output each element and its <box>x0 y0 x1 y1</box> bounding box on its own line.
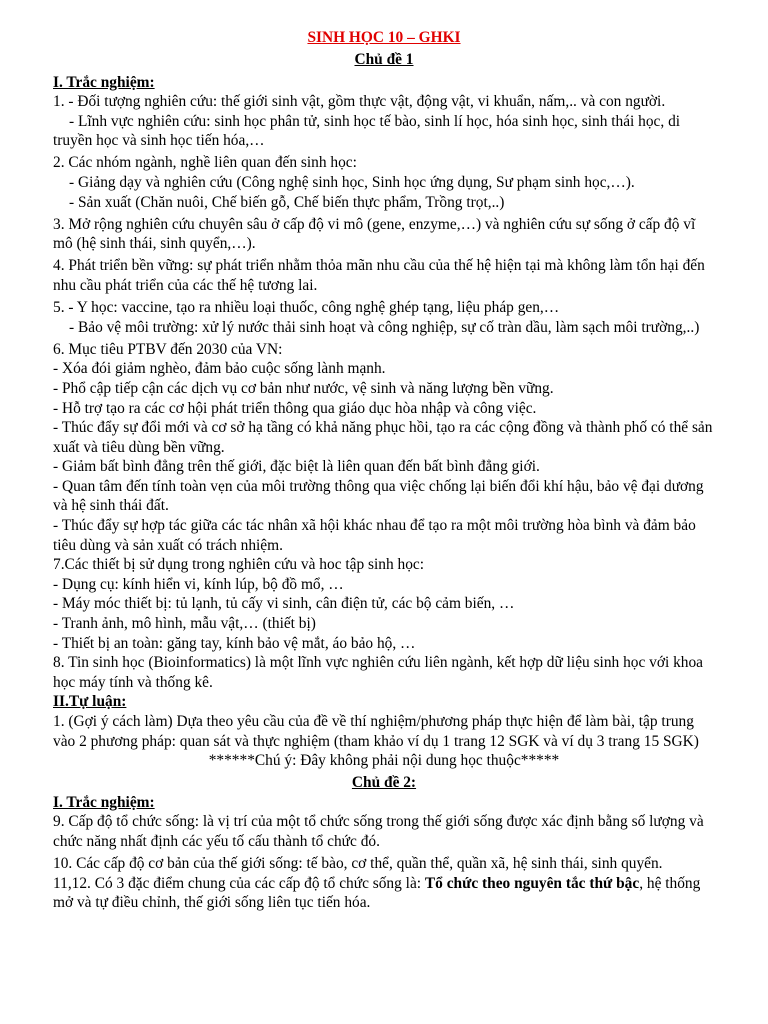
item-7-tools: - Dụng cụ: kính hiển vi, kính lúp, bộ đồ mổ, … <box>53 575 344 593</box>
item-8: 8. Tin sinh học (Bioinformatics) là một lĩnh vực nghiên cứu liên ngành, kết hợp dữ liệu sinh học với khoa học máy tính và thống kê. <box>53 654 704 691</box>
item-1-fields: - Lĩnh vực nghiên cứu: sinh học phân tử, sinh học tế bào, sinh lí học, hóa sinh học, sinh thái học, di truyền học và sinh học tiến hóa,… <box>53 112 681 150</box>
item-5-environment: - Bảo vệ môi trường: xử lý nước thải sinh hoạt và công nghiệp, sự cố tràn dầu, làm sạch môi trường,..) <box>69 318 700 336</box>
topic2-title: Chủ đề 2: <box>351 773 417 791</box>
item-7-safety: - Thiết bị an toàn: găng tay, kính bảo vệ mắt, áo bảo hộ, … <box>53 634 416 652</box>
item-6-goal-6: - Quan tâm đến tính toàn vẹn của môi trường thông qua việc chống lại biến đổi khí hậu, bảo vệ đại dương và hệ sinh thái đất. <box>53 477 704 515</box>
item-11-12-bold-phrase: Tổ chức theo nguyên tắc thứ bậc <box>424 874 640 892</box>
item-2-teaching: - Giảng dạy và nghiên cứu (Công nghệ sinh học, Sinh học ứng dụng, Sư phạm sinh học,…). <box>69 173 635 191</box>
essay-1: 1. (Gợi ý cách làm) Dựa theo yêu cầu của đề về thí nghiệm/phương pháp thực hiện để làm bài, tập trung vào 2 phương pháp: quan sát và thực nghiệm (tham khảo ví dụ 1 trang 12 SGK và ví dụ 3 trang 15 SGK) <box>53 713 699 750</box>
item-7-pictures: - Tranh ảnh, mô hình, mẫu vật,… (thiết bị) <box>53 615 316 633</box>
item-6-goal-4: - Thúc đẩy sự đổi mới và cơ sở hạ tầng có khả năng phục hồi, tạo ra các cộng đồng và thành phố có thể sản xuất và tiêu dùng bền vững. <box>53 419 713 456</box>
item-6-goal-7: - Thúc đẩy sự hợp tác giữa các tác nhân xã hội khác nhau để tạo ra một môi trường hòa bình và đảm bảo tiêu dùng và sản xuất có trách nhiệm. <box>53 517 696 554</box>
item-1-subject: 1. - Đối tượng nghiên cứu: thế giới sinh vật, gồm thực vật, động vật, vi khuẩn, nấm,.. và con người. <box>53 93 666 111</box>
topic1-multiple-choice-heading: I. Trắc nghiệm: <box>53 73 155 91</box>
item-6-goal-5: - Giảm bất bình đẳng trên thế giới, đặc biệt là liên quan đến bất bình đẳng giới. <box>53 458 540 476</box>
item-6-goal-3: - Hỗ trợ tạo ra các cơ hội phát triển thông qua giáo dục hòa nhập và công việc. <box>53 399 537 417</box>
item-6-goal-2: - Phổ cập tiếp cận các dịch vụ cơ bản như nước, vệ sinh và năng lượng bền vững. <box>53 379 554 397</box>
topic1-essay-heading: II.Tự luận: <box>53 693 127 711</box>
item-2: 2. Các nhóm ngành, nghề liên quan đến sinh học: <box>53 154 357 172</box>
item-9: 9. Cấp độ tổ chức sống: là vị trí của một tổ chức sống trong thế giới sống được xác định bằng số lượng và chức năng nhất định các yếu tố cấu thành tổ chức đó. <box>53 813 704 850</box>
item-11-12-intro: 11,12. Có 3 đặc điểm chung của các cấp độ tổ chức sống là: <box>53 874 425 892</box>
item-6-goal-1: - Xóa đói giảm nghèo, đảm bảo cuộc sống lành mạnh. <box>53 360 386 378</box>
item-2-production: - Sản xuất (Chăn nuôi, Chế biến gỗ, Chế biến thực phẩm, Trồng trọt,..) <box>69 193 505 211</box>
topic1-title: Chủ đề 1 <box>354 51 414 68</box>
study-note: ******Chú ý: Đây không phải nội dung học thuộc***** <box>208 752 560 770</box>
item-7: 7.Các thiết bị sử dụng trong nghiên cứu và hoc tập sinh học: <box>53 556 425 574</box>
document-title: SINH HỌC 10 – GHKI <box>307 29 461 46</box>
item-4: 4. Phát triển bền vững: sự phát triển nhằm thỏa mãn nhu cầu của thế hệ hiện tại mà không làm tổn hại đến nhu cầu phát triển của các thế hệ tương lai. <box>53 257 705 294</box>
item-6: 6. Mục tiêu PTBV đến 2030 của VN: <box>53 340 283 358</box>
item-3: 3. Mở rộng nghiên cứu chuyên sâu ở cấp độ vi mô (gene, enzyme,…) và nghiên cứu sự sống ở cấp độ vĩ mô (hệ sinh thái, sinh quyển,…). <box>53 215 696 253</box>
item-10: 10. Các cấp độ cơ bản của thế giới sống: tế bào, cơ thể, quần thể, quần xã, hệ sinh thái, sinh quyển. <box>53 855 663 873</box>
item-11-12-rest: , hệ thống mở và tự điều chỉnh, thế giới sống liên tục tiến hóa. <box>53 874 701 912</box>
item-7-machines: - Máy móc thiết bị: tủ lạnh, tủ cấy vi sinh, cân điện tử, các bộ cảm biến, … <box>53 595 515 613</box>
item-11-12 <box>53 874 715 913</box>
item-5-medicine: 5. - Y học: vaccine, tạo ra nhiều loại thuốc, công nghệ ghép tạng, liệu pháp gen,… <box>53 299 560 317</box>
topic2-multiple-choice-heading: I. Trắc nghiệm: <box>53 793 155 811</box>
